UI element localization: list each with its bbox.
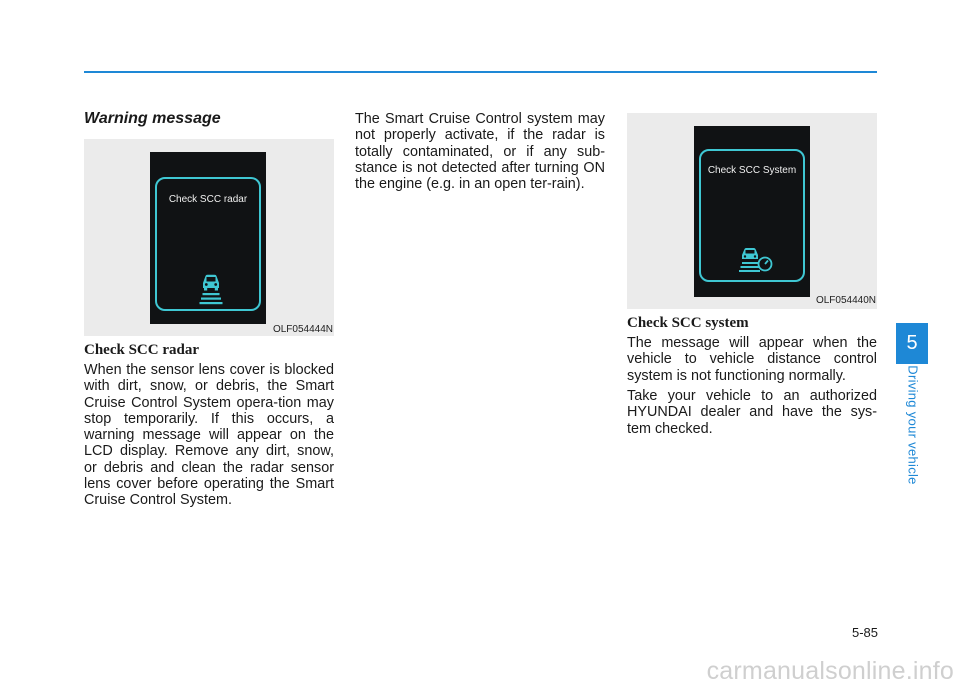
chapter-number-tab: 5: [896, 323, 928, 364]
car-radar-icon: [196, 271, 226, 309]
car-distance-gauge-icon: [737, 246, 775, 278]
figure-check-scc-system: [627, 113, 877, 309]
figure-check-scc-radar: [84, 139, 334, 336]
lcd-message: Check SCC radar: [168, 194, 248, 205]
lcd-display: [694, 126, 810, 297]
chapter-title-label: Driving your vehicle: [905, 365, 921, 485]
figure-code: OLF054444N: [272, 324, 333, 335]
lcd-frame: [155, 177, 261, 311]
paragraph-radar-contamination: The Smart Cruise Control system may not properly activate, if the radar is totally contaminated, or if any sub-stance is not detected after turning ON the engine (e.g. in an open ter-rain).: [355, 111, 605, 193]
figure-code: OLF054440N: [815, 295, 876, 306]
watermark: carmanualsonline.info: [706, 657, 954, 685]
heading-check-scc-radar: Check SCC radar: [84, 342, 199, 358]
section-title: Warning message: [84, 110, 221, 127]
page-number: 5-85: [851, 625, 878, 640]
paragraph-check-scc-radar: When the sensor lens cover is blocked with dirt, snow, or debris, the Smart Cruise Control System opera-tion may stop temporarily. If this occurs, a warning message will appear on the LCD display. Remove any dirt, snow, or debris and clean the radar sensor lens cover before operating the Smart Cruise Control System.: [84, 362, 334, 509]
lcd-message: Check SCC System: [707, 165, 797, 176]
heading-check-scc-system: Check SCC system: [627, 315, 749, 331]
lcd-frame: [699, 149, 805, 282]
lcd-display: [150, 152, 266, 324]
paragraph-check-scc-system-2: Take your vehicle to an authorized HYUNDAI dealer and have the sys-tem checked.: [627, 388, 877, 437]
paragraph-check-scc-system-1: The message will appear when the vehicle to vehicle distance control system is not functioning normally.: [627, 335, 877, 384]
header-rule: [84, 71, 877, 73]
